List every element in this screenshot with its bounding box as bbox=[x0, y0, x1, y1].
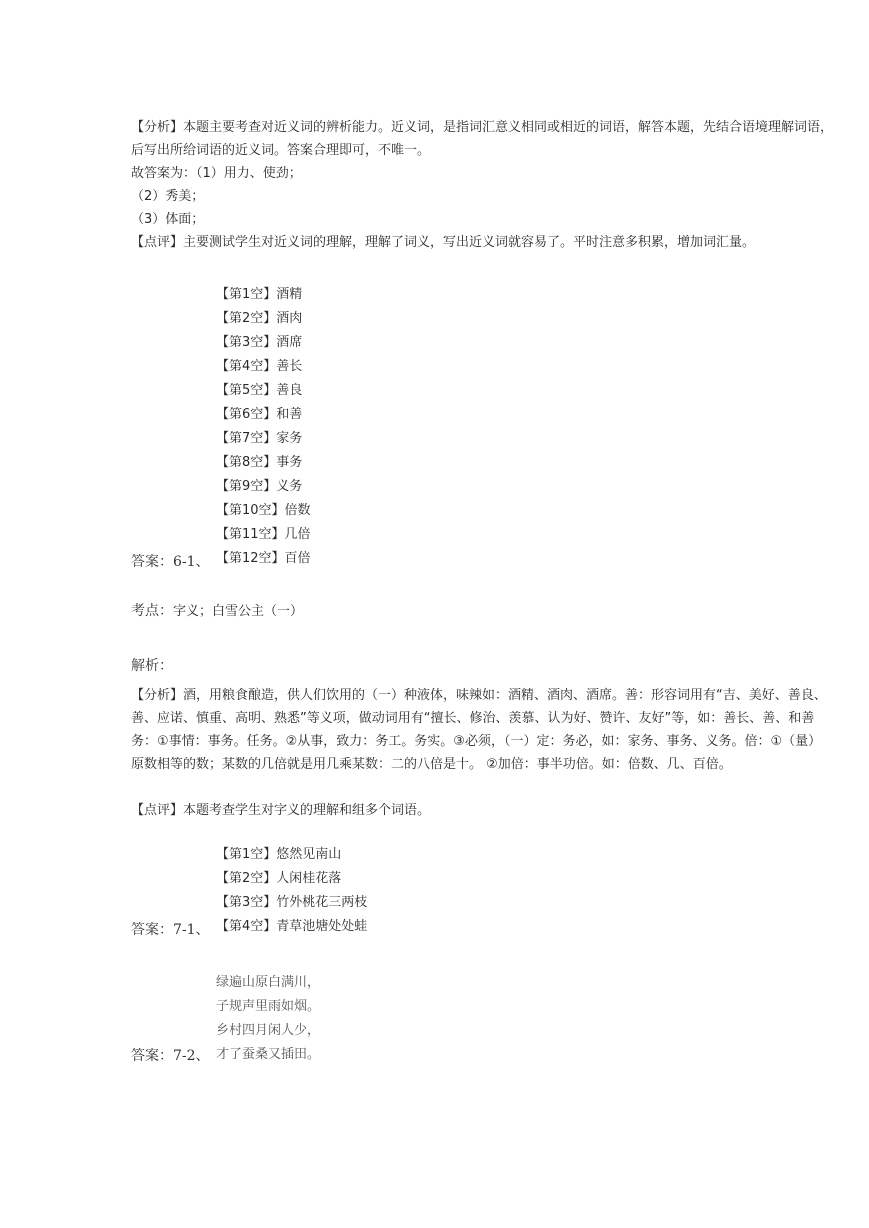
poem-line: 绿遍山原白满川， bbox=[216, 975, 321, 990]
blank-answer: 【第7空】家务 bbox=[216, 431, 303, 446]
analysis-section-2 bbox=[0, 684, 868, 784]
comment-line: 【点评】主要测试学生对近义词的理解，理解了词义，写出近义词就容易了。平时注意多积累，增加词汇量。 bbox=[131, 235, 756, 250]
blank-answer: 【第10空】倍数 bbox=[216, 503, 311, 518]
answer-7-2-poem bbox=[216, 971, 320, 1067]
blank-answer: 【第2空】酒肉 bbox=[216, 311, 303, 326]
blank-answer: 【第1空】酒精 bbox=[216, 287, 303, 302]
blank-answer: 【第2空】人闲桂花落 bbox=[216, 871, 342, 886]
analysis-line: 原数相等的数；某数的几倍就是用几乘某数：二的八倍是十。 ②加倍：事半功倍。如：倍数、几、百倍。 bbox=[131, 757, 732, 772]
blank-answer: 【第9空】义务 bbox=[216, 479, 303, 494]
poem-line: 子规声里雨如烟。 bbox=[216, 999, 321, 1014]
answer-7-1-label: 答案：7-1、 bbox=[131, 922, 210, 938]
blank-answer: 【第4空】善长 bbox=[216, 359, 303, 374]
answer-6-1-items bbox=[216, 283, 311, 571]
jiexi-label: 解析： bbox=[131, 658, 173, 674]
kaodian-label: 考点： bbox=[131, 603, 173, 619]
kaodian-row bbox=[131, 600, 303, 620]
blank-answer: 【第3空】竹外桃花三两枝 bbox=[216, 895, 368, 910]
answer-6-1-label: 答案：6-1、 bbox=[131, 554, 210, 570]
analysis-line: 务：①事情：事务。任务。②从事，致力：务工。务实。③必须，（一）定：务必，如：家务、事务、义务。倍：①（量） bbox=[131, 734, 822, 749]
analysis-line: 后写出所给词语的近义词。答案合理即可，不唯一。 bbox=[131, 143, 431, 158]
poem-line: 才了蚕桑又插田。 bbox=[216, 1047, 321, 1062]
blank-answer: 【第1空】悠然见南山 bbox=[216, 847, 342, 862]
analysis-line: 善、应诺、慎重、高明、熟悉”等义项，做动词用有“擅长、修治、羡慕、认为好、赞许、友好”等，如：善长、善、和善 bbox=[131, 711, 815, 726]
answer-7-1-items bbox=[216, 843, 367, 939]
answer-line: （3）体面； bbox=[131, 212, 205, 227]
blank-answer: 【第12空】百倍 bbox=[216, 551, 311, 566]
blank-answer: 【第4空】青草池塘处处蛙 bbox=[216, 919, 368, 934]
answer-line: 故答案为：（1）用力、使劲； bbox=[131, 166, 302, 181]
kaodian-value: 字义；白雪公主（一） bbox=[173, 604, 304, 619]
poem-line: 乡村四月闲人少， bbox=[216, 1023, 321, 1038]
answer-line: （2）秀美； bbox=[131, 189, 205, 204]
analysis-section-1 bbox=[0, 116, 868, 266]
blank-answer: 【第8空】事务 bbox=[216, 455, 303, 470]
analysis-line: 【分析】酒，用粮食酿造，供人们饮用的（一）种液体，味辣如：酒精、酒肉、酒席。善：形容词用有“吉、美好、善良、 bbox=[131, 688, 827, 703]
blank-answer: 【第3空】酒席 bbox=[216, 335, 303, 350]
answer-7-2-label: 答案：7-2、 bbox=[131, 1048, 210, 1064]
blank-answer: 【第11空】几倍 bbox=[216, 527, 311, 542]
analysis-line: 【分析】本题主要考查对近义词的辨析能力。近义词，是指词汇意义相同或相近的词语，解答本题，先结合语境理解词语， bbox=[131, 120, 834, 135]
comment-line: 【点评】本题考查学生对字义的理解和组多个词语。 bbox=[131, 803, 431, 818]
blank-answer: 【第5空】善良 bbox=[216, 383, 303, 398]
blank-answer: 【第6空】和善 bbox=[216, 407, 303, 422]
